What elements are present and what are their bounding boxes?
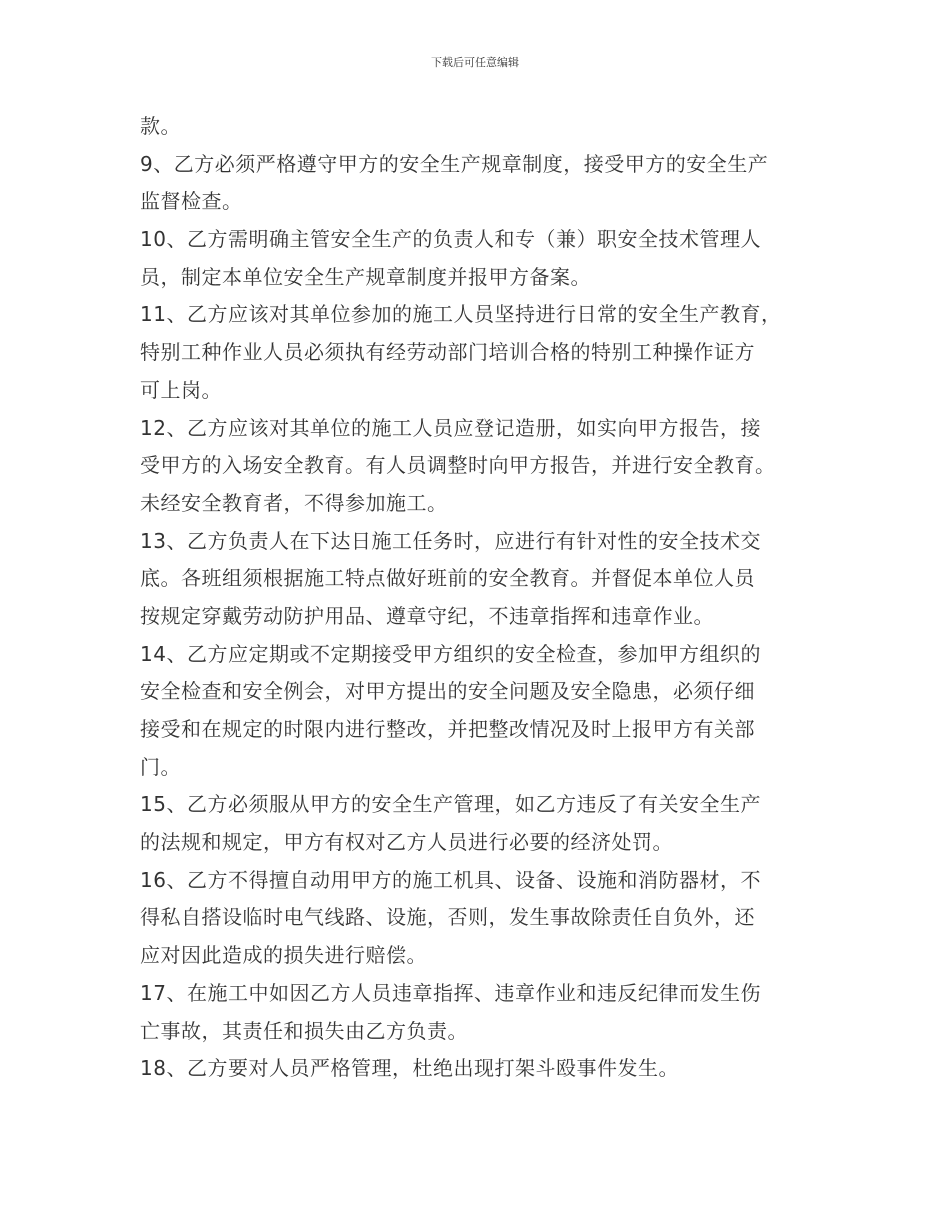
text-line: 14、乙方应定期或不定期接受甲方组织的安全检查，参加甲方组织的 (140, 641, 761, 666)
text-line: 的法规和规定，甲方有权对乙方人员进行必要的经济处罚。 (140, 830, 673, 855)
text-line: 按规定穿戴劳动防护用品、遵章守纪，不违章指挥和违章作业。 (140, 603, 714, 628)
text-line: 亡事故，其责任和损失由乙方负责。 (140, 1018, 468, 1043)
text-line: 13、乙方负责人在下达日施工任务时，应进行有针对性的安全技术交 (140, 528, 761, 553)
text-line: 安全检查和安全例会，对甲方提出的安全问题及安全隐患，必须仔细 (140, 679, 755, 704)
text-line: 9、乙方必须严格遵守甲方的安全生产规章制度，接受甲方的安全生产 (140, 151, 769, 176)
text-line: 应对因此造成的损失进行赔偿。 (140, 943, 427, 968)
text-line: 特别工种作业人员必须执有经劳动部门培训合格的特别工种操作证方 (140, 340, 755, 365)
text-line: 12、乙方应该对其单位的施工人员应登记造册，如实向甲方报告，接 (140, 415, 761, 440)
text-line: 18、乙方要对人员严格管理，杜绝出现打架斗殴事件发生。 (140, 1056, 679, 1081)
text-line: 得私自搭设临时电气线路、设施，否则，发生事故除责任自负外，还 (140, 905, 755, 930)
text-line: 受甲方的入场安全教育。有人员调整时向甲方报告，并进行安全教育。 (140, 453, 776, 478)
text-line: 接受和在规定的时限内进行整改，并把整改情况及时上报甲方有关部 (140, 717, 755, 741)
document-body (140, 108, 840, 1088)
text-line: 16、乙方不得擅自动用甲方的施工机具、设备、设施和消防器材，不 (140, 867, 761, 892)
text-line: 监督检查。 (140, 189, 243, 214)
text-line: 员，制定本单位安全生产规章制度并报甲方备案。 (140, 264, 591, 289)
text-line: 底。各班组须根据施工特点做好班前的安全教育。并督促本单位人员 (140, 566, 755, 591)
text-line: 款。 (140, 114, 181, 138)
text-line: 17、在施工中如因乙方人员违章指挥、违章作业和违反纪律而发生伤 (140, 980, 761, 1005)
text-line: 未经安全教育者，不得参加施工。 (140, 490, 448, 515)
text-line: 10、乙方需明确主管安全生产的负责人和专（兼）职安全技术管理人 (140, 227, 761, 252)
text-line: 11、乙方应该对其单位参加的施工人员坚持进行日常的安全生产教育， (140, 302, 782, 327)
page-header: 下载后可任意编辑 (431, 56, 519, 69)
text-line: 门。 (140, 754, 181, 779)
text-line: 可上岗。 (140, 377, 222, 402)
text-line: 15、乙方必须服从甲方的安全生产管理，如乙方违反了有关安全生产 (140, 792, 761, 817)
